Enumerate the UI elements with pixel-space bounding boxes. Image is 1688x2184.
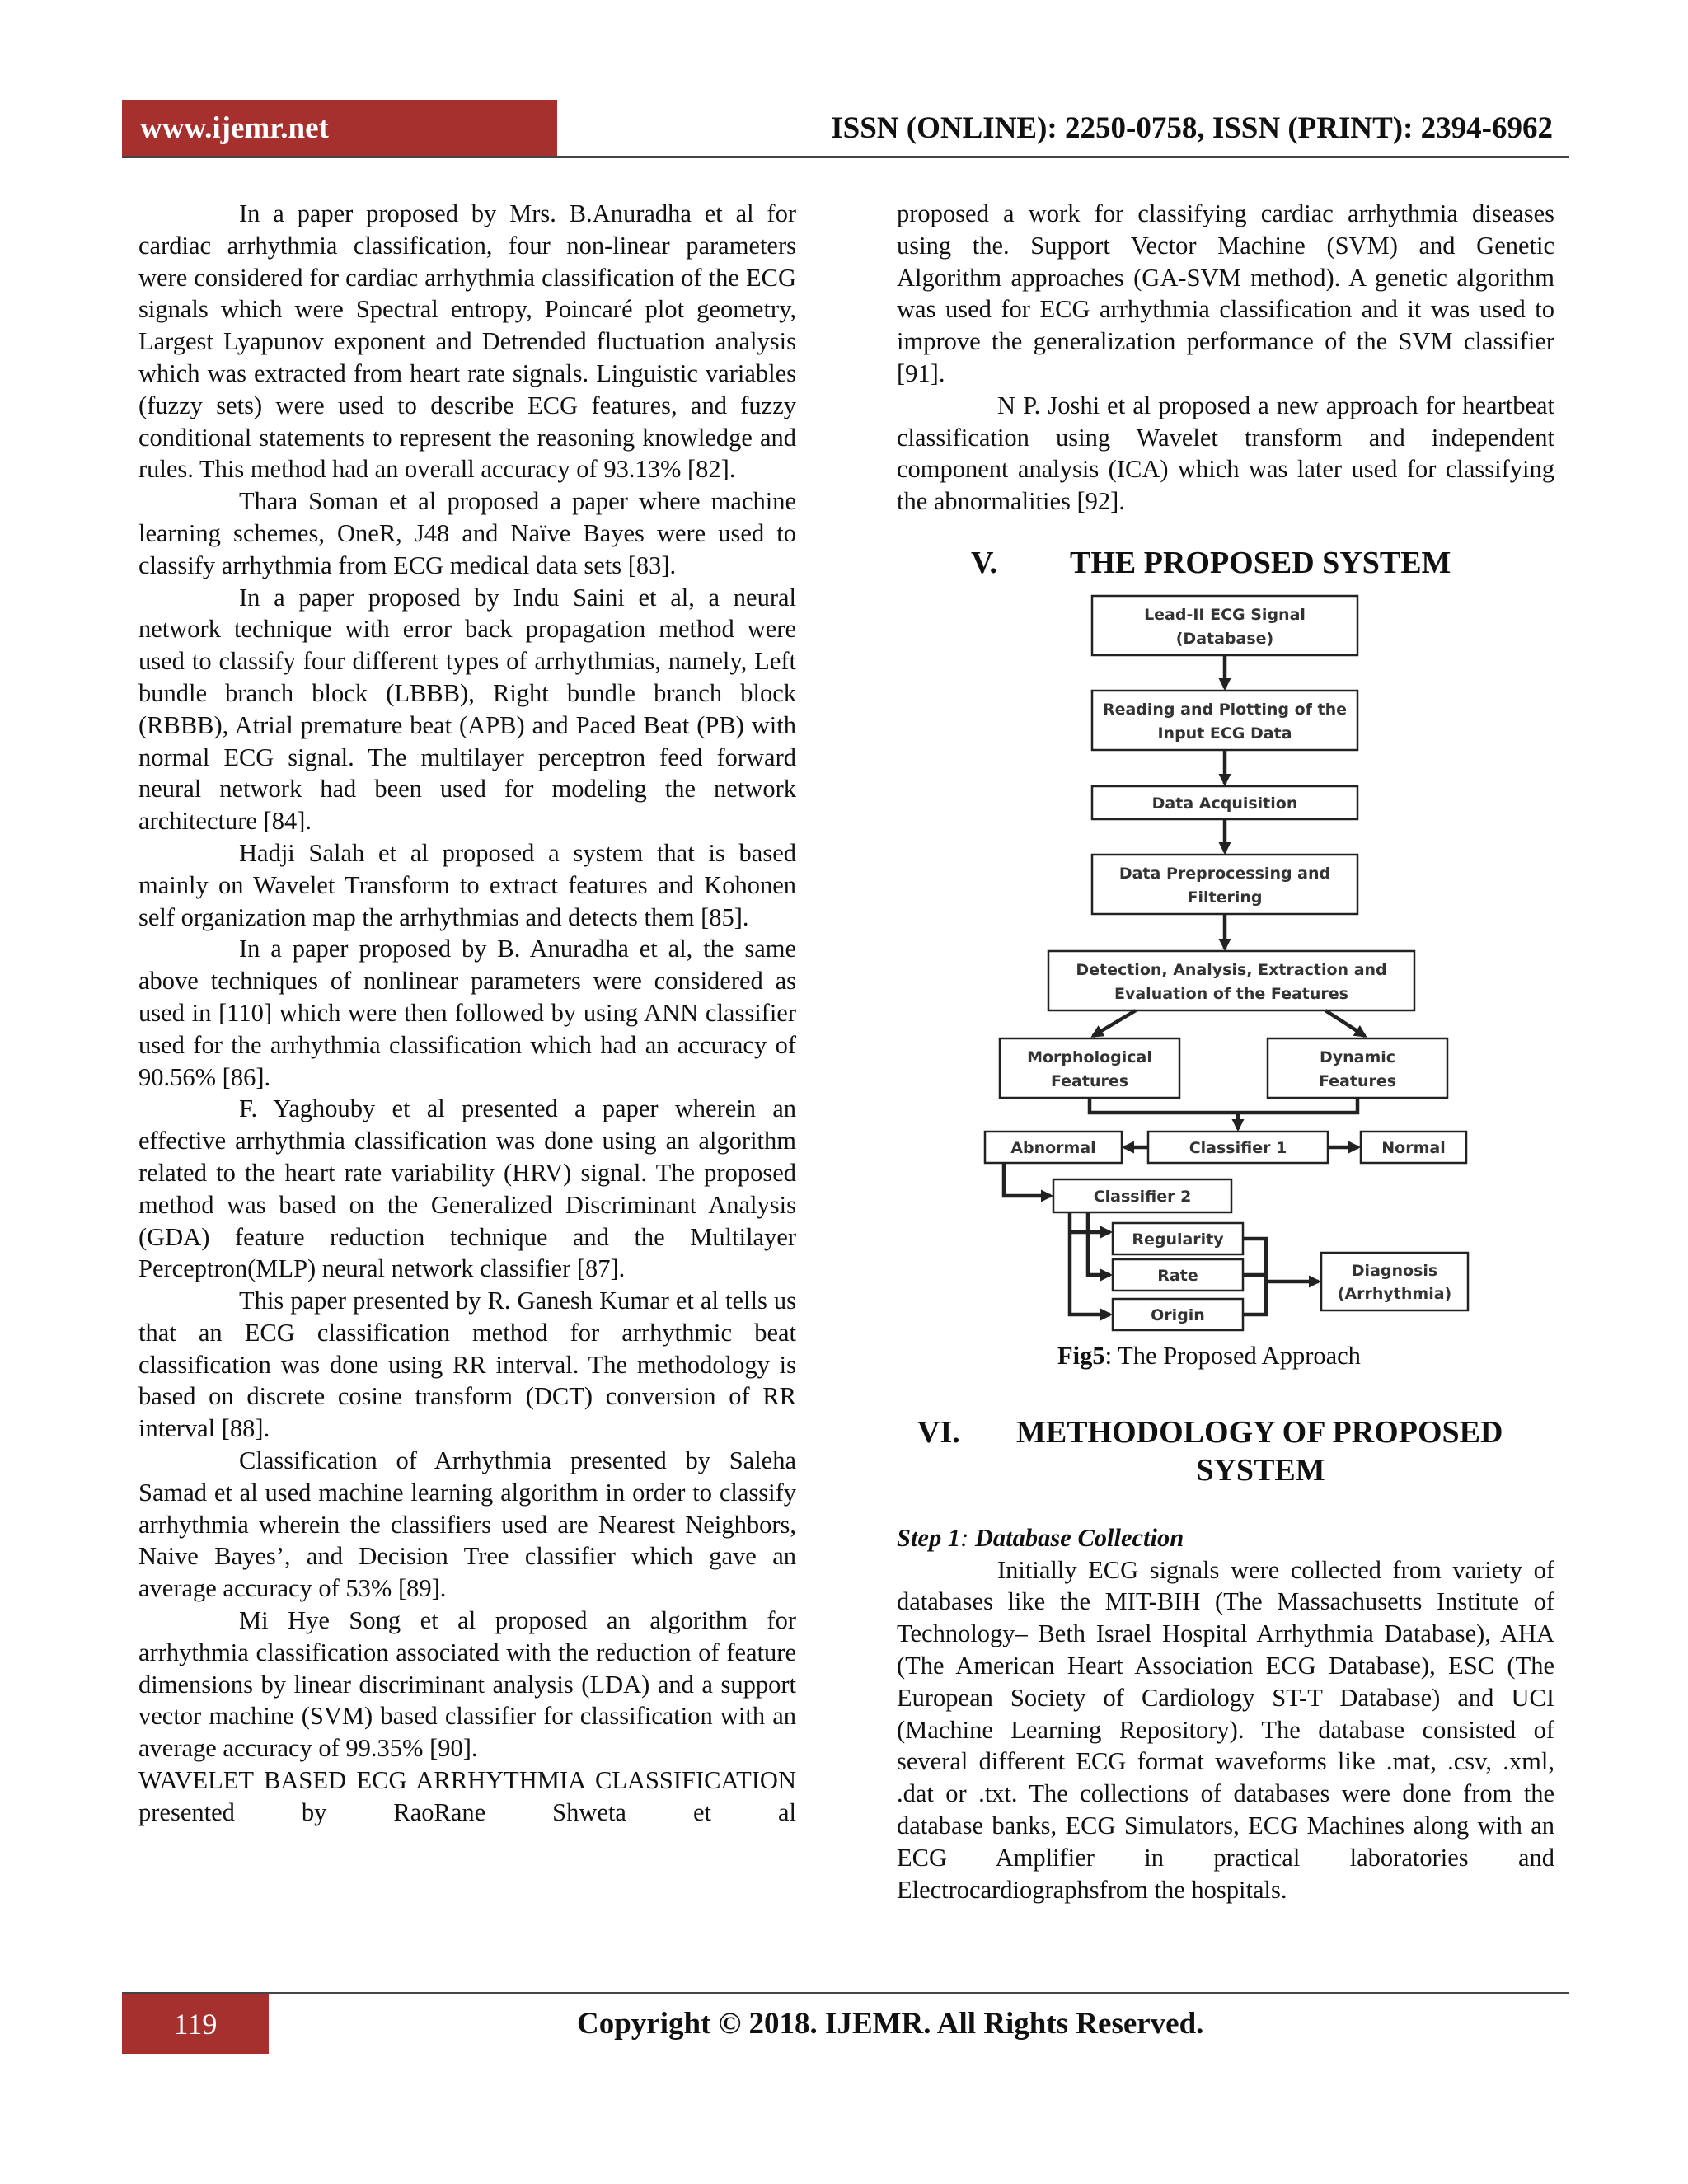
step-colon: :	[960, 1523, 969, 1552]
box-label: Input ECG Data	[1157, 724, 1292, 743]
connector	[1090, 1098, 1357, 1113]
paragraph-anuradha-ann: In a paper proposed by B. Anuradha et al, the same above techniques of nonlinear parameters were considered as used in [110] which were then followed by using ANN classifier used for the arrhythmia classification which had an accuracy of 90.56% [86].	[138, 935, 796, 1091]
box-label: Features	[1050, 1071, 1129, 1090]
step-1-heading	[897, 1522, 1554, 1554]
arrow	[1088, 1212, 1110, 1275]
figure-caption	[1057, 1340, 1554, 1372]
box-label: Filtering	[1187, 888, 1263, 907]
box-label: Diagnosis	[1351, 1261, 1438, 1280]
paragraph-anuradha-fuzzy: In a paper proposed by Mrs. B.Anuradha et al for cardiac arrhythmia classification, four non-linear parameters were considered for cardiac arrhythmia classification of the ECG signals which were Spectral entropy, Poincaré plot geometry, Largest Lyapunov exponent and Detrended fluctuation analysis which was extracted from heart rate signals. Linguistic variables (fuzzy sets) were used to describe ECG features, and fuzzy conditional statements to represent the reasoning knowledge and rules. This method had an overall accuracy of 93.13% [82].	[138, 199, 796, 484]
box-label: Reading and Plotting of the	[1102, 700, 1348, 719]
flowchart	[897, 585, 1554, 1335]
arrow	[1004, 1163, 1051, 1196]
paragraph-database-collection: Initially ECG signals were collected from variety of databases like the MIT-BIH (The Massachusetts Institute of Technology– Beth Israel Hospital Arrhythmia Database), AHA (The American Heart Association ECG Database), ESC (The European Society of Cardiology ST-T Database) and UCI (Machine Learning Repository). The database consisted of several different ECG format waveforms like .mat, .csv, .xml, .dat or .txt. The collections of databases were done from the database banks, ECG Simulators, ECG Machines along with an ECG Amplifier in practical laboratories and Electrocardiographsfrom the hospitals.	[897, 1555, 1554, 1904]
figure-caption-label: Fig5	[1057, 1341, 1105, 1370]
step-title: Database Collection	[968, 1523, 1184, 1552]
paragraph-joshi: N P. Joshi et al proposed a new approach for heartbeat classification using Wavelet transform and independent component analysis (ICA) which was later used for classifying the abnormalities [92].	[897, 391, 1554, 516]
section-heading-methodology	[917, 1413, 1554, 1489]
box-label: Normal	[1381, 1138, 1446, 1157]
header-site-url[interactable]: www.ijemr.net	[140, 111, 329, 145]
page-number: 119	[173, 2008, 218, 2041]
box-label: Evaluation of the Features	[1114, 984, 1348, 1003]
section-title-line2: SYSTEM	[1196, 1452, 1325, 1488]
paragraph-yaghouby: F. Yaghouby et al presented a paper wherein an effective arrhythmia classification was done using an algorithm related to the heart rate variability (HRV) signal. The proposed method was based on the Generalized Discriminant Analysis (GDA) feature reduction technique and the Multilayer Perceptron(MLP) neural network classifier [87].	[138, 1094, 796, 1283]
paragraph-soman: Thara Soman et al proposed a paper where machine learning schemes, OneR, J48 and Naïve Bayes were used to classify arrhythmia from ECG medical data sets [83].	[138, 487, 796, 579]
footer-copyright: Copyright © 2018. IJEMR. All Rights Reserved.	[577, 2007, 1204, 2041]
figure-proposed-approach	[897, 585, 1554, 1335]
arrow	[1070, 1212, 1110, 1315]
section-title: THE PROPOSED SYSTEM	[1070, 545, 1451, 580]
box-label: Classifier 1	[1189, 1138, 1287, 1157]
box-label: (Database)	[1175, 629, 1274, 648]
section-number: V.	[971, 545, 998, 580]
box-label: Origin	[1151, 1305, 1205, 1324]
paragraph-salah: Hadji Salah et al proposed a system that is based mainly on Wavelet Transform to extract features and Kohonen self organization map the arrhythmias and detects them [85].	[138, 838, 796, 931]
box-label: Detection, Analysis, Extraction and	[1076, 960, 1387, 979]
section-heading-proposed-system	[971, 544, 1554, 582]
paragraph-song: Mi Hye Song et al proposed an algorithm for arrhythmia classification associated with the reduction of feature dimensions by linear discriminant analysis (LDA) and a support vector machine (SVM) based classifier for classification with an average accuracy of 99.35% [90].	[138, 1606, 796, 1763]
box-label: Dynamic	[1319, 1047, 1396, 1066]
left-column	[138, 198, 796, 1829]
paragraph-saini: In a paper proposed by Indu Saini et al, a neural network technique with error back propagation method were used to classify four different types of arrhythmias, namely, Left bundle branch block (LBBB), Right bundle branch block (RBBB), Atrial premature beat (APB) and Paced Beat (PB) with normal ECG signal. The multilayer perceptron feed forward neural network had been used for modeling the network architecture [84].	[138, 583, 796, 836]
paragraph-ganesh-kumar: This paper presented by R. Ganesh Kumar et al tells us that an ECG classification method for arrhythmic beat classification was done using RR interval. The methodology is based on discrete cosine transform (DCT) conversion of RR interval [88].	[138, 1286, 796, 1443]
arrow	[1325, 1010, 1365, 1036]
box-label: Data Acquisition	[1151, 794, 1298, 813]
box-label: Lead-II ECG Signal	[1144, 605, 1306, 624]
paragraph-raorane-continued: proposed a work for classifying cardiac arrhythmia diseases using the. Support Vector Machine (SVM) and Genetic Algorithm approaches (GA-SVM method). A genetic algorithm was used for ECG arrhythmia classification and it was used to improve the generalization performance of the SVM classifier [91].	[897, 199, 1554, 387]
box-label: Morphological	[1027, 1047, 1152, 1066]
header-rule	[122, 156, 1569, 158]
header-issn: ISSN (ONLINE): 2250-0758, ISSN (PRINT): 2394-6962	[831, 111, 1553, 145]
box-label: Classifier 2	[1093, 1187, 1192, 1206]
arrow	[1093, 1010, 1136, 1036]
box-label: Rate	[1157, 1266, 1198, 1285]
box-label: Features	[1318, 1071, 1397, 1090]
step-label: Step 1	[897, 1523, 961, 1552]
paragraph-raorane: WAVELET BASED ECG ARRHYTHMIA CLASSIFICATION presented by RaoRane Shweta et al	[138, 1766, 796, 1826]
box-label: Abnormal	[1010, 1138, 1096, 1157]
figure-caption-text: : The Proposed Approach	[1104, 1341, 1361, 1370]
paragraph-samad: Classification of Arrhythmia presented by Saleha Samad et al used machine learning algorithm in order to classify arrhythmia wherein the classifiers used are Nearest Neighbors, Naive Bayes’, and Decision Tree classifier which gave an average accuracy of 53% [89].	[138, 1446, 796, 1603]
right-column	[897, 198, 1554, 1905]
box-label: Data Preprocessing and	[1118, 864, 1331, 883]
box-label: Regularity	[1132, 1230, 1224, 1249]
section-number: VI.	[917, 1414, 960, 1450]
section-title-line1: METHODOLOGY OF PROPOSED	[1016, 1414, 1503, 1450]
box-label: (Arrhythmia)	[1337, 1284, 1452, 1303]
